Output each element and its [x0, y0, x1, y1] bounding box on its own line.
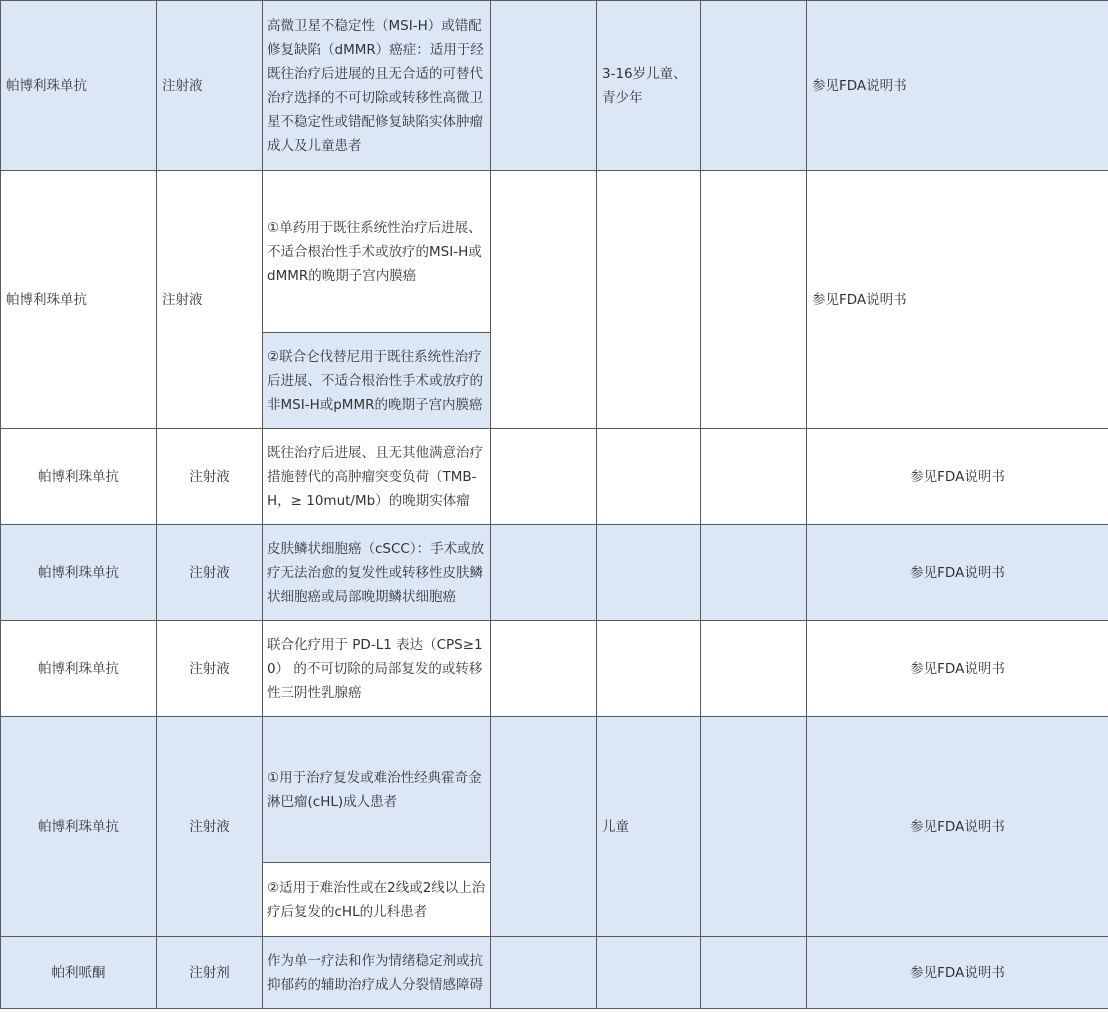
note: 参见FDA说明书 [807, 1, 1108, 171]
drug-name: 帕博利珠单抗 [1, 525, 157, 621]
empty-cell [491, 717, 597, 937]
age-group [597, 621, 701, 717]
empty-cell [701, 525, 807, 621]
drug-name: 帕利哌酮 [1, 937, 157, 1009]
table-row [1, 621, 1108, 717]
age-group: 儿童 [597, 717, 701, 937]
indication: 高微卫星不稳定性（MSI-H）或错配修复缺陷（dMMR）癌症：适用于经既往治疗后进展的且无合适的可替代治疗选择的不可切除或转移性高微卫星不稳定性或错配修复缺陷实体肿瘤成人及儿童患者 [263, 1, 491, 171]
age-group: 3-16岁儿童、青少年 [597, 1, 701, 171]
drug-name: 帕博利珠单抗 [1, 717, 157, 937]
table-row [1, 1, 1108, 171]
empty-cell [491, 621, 597, 717]
indication: 作为单一疗法和作为情绪稳定剂或抗抑郁药的辅助治疗成人分裂情感障碍 [263, 937, 491, 1009]
age-group [597, 429, 701, 525]
drug-name: 帕博利珠单抗 [1, 429, 157, 525]
empty-cell [701, 1, 807, 171]
note: 参见FDA说明书 [807, 937, 1108, 1009]
dosage-form: 注射液 [157, 1, 263, 171]
indication: 既往治疗后进展、且无其他满意治疗措施替代的高肿瘤突变负荷（TMB-H，≥ 10mut/Mb）的晚期实体瘤 [263, 429, 491, 525]
indication: 联合化疗用于 PD-L1 表达（CPS≥10） 的不可切除的局部复发的或转移性三阴性乳腺癌 [263, 621, 491, 717]
dosage-form: 注射液 [157, 429, 263, 525]
empty-cell [701, 171, 807, 429]
empty-cell [701, 429, 807, 525]
drug-name: 帕博利珠单抗 [1, 621, 157, 717]
table-row [1, 717, 1108, 863]
empty-cell [491, 937, 597, 1009]
age-group [597, 171, 701, 429]
note: 参见FDA说明书 [807, 171, 1108, 429]
age-group [597, 525, 701, 621]
table-row [1, 937, 1108, 1009]
indication: ②适用于难治性或在2线或2线以上治疗后复发的cHL的儿科患者 [263, 863, 491, 937]
drug-name: 帕博利珠单抗 [1, 1, 157, 171]
indication: 皮肤鳞状细胞癌（cSCC）：手术或放疗无法治愈的复发性或转移性皮肤鳞状细胞癌或局部晚期鳞状细胞癌 [263, 525, 491, 621]
dosage-form: 注射液 [157, 717, 263, 937]
empty-cell [701, 717, 807, 937]
empty-cell [491, 429, 597, 525]
dosage-form: 注射液 [157, 171, 263, 429]
dosage-form: 注射液 [157, 621, 263, 717]
dosage-form: 注射剂 [157, 937, 263, 1009]
indication: ②联合仑伐替尼用于既往系统性治疗后进展、不适合根治性手术或放疗的非MSI-H或pMMR的晚期子宫内膜癌 [263, 333, 491, 429]
note: 参见FDA说明书 [807, 525, 1108, 621]
empty-cell [701, 621, 807, 717]
note: 参见FDA说明书 [807, 429, 1108, 525]
empty-cell [701, 937, 807, 1009]
table-row [1, 525, 1108, 621]
indication: ①用于治疗复发或难治性经典霍奇金淋巴瘤(cHL)成人患者 [263, 717, 491, 863]
dosage-form: 注射液 [157, 525, 263, 621]
empty-cell [491, 1, 597, 171]
age-group [597, 937, 701, 1009]
note: 参见FDA说明书 [807, 717, 1108, 937]
empty-cell [491, 171, 597, 429]
note: 参见FDA说明书 [807, 621, 1108, 717]
table-row [1, 429, 1108, 525]
empty-cell [491, 525, 597, 621]
drug-name: 帕博利珠单抗 [1, 171, 157, 429]
indication: ①单药用于既往系统性治疗后进展、不适合根治性手术或放疗的MSI-H或dMMR的晚期子宫内膜癌 [263, 171, 491, 333]
table-row [1, 171, 1108, 333]
